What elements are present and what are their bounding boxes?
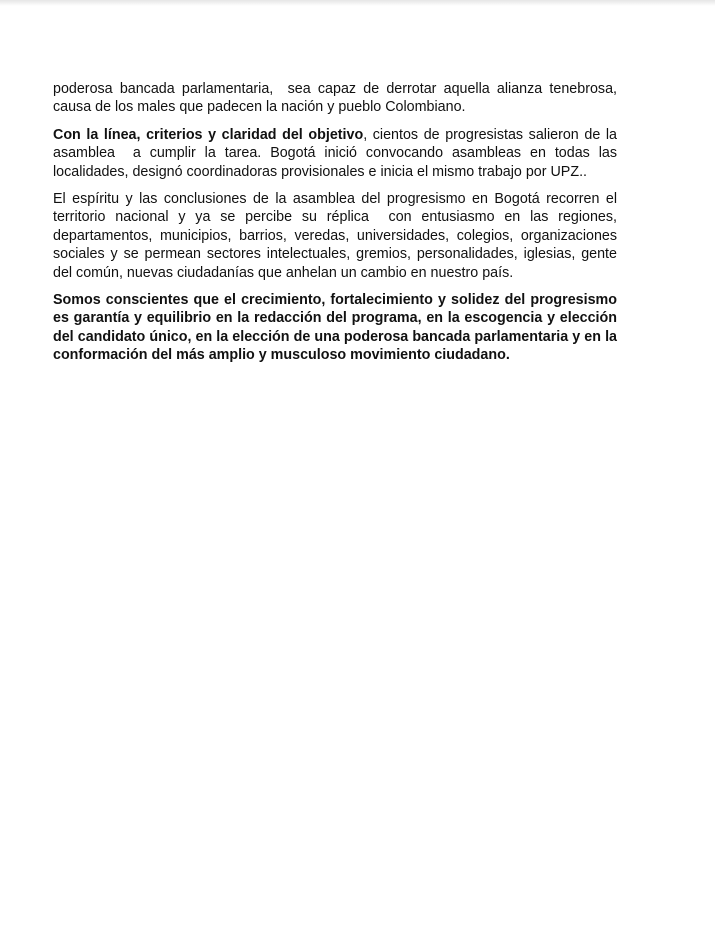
paragraph-2 bbox=[53, 126, 621, 181]
paragraph-1 bbox=[53, 80, 621, 117]
paragraph-2-bold-lead: Con la línea, criterios y claridad del objetivo bbox=[53, 126, 364, 143]
paragraph-4 bbox=[53, 291, 621, 365]
paragraph-3-text: El espíritu y las conclusiones de la asamblea del progresismo en Bogotá recorren el territorio nacional y ya se percibe su réplica con entusiasmo en las regiones, departamentos, municipios, barrios, veredas, universidades, colegios, organizaciones sociales y se permean sectores intelectuales, gremios, personalidades, iglesias, gente del común, nuevas ciudadanías que anhelan un cambio en nuestro país. bbox=[53, 191, 621, 281]
document-body bbox=[53, 80, 621, 374]
paragraph-2-text: , cientos de progresistas salieron de la asamblea a cumplir la tarea. Bogotá inició convocando asambleas en todas las localidades, designó coordinadoras provisionales e inicia el mismo trabajo por UPZ.. bbox=[53, 126, 621, 180]
paragraph-4-text: Somos conscientes que el crecimiento, fortalecimiento y solidez del progresismo es garantía y equilibrio en la redacción del programa, en la escogencia y elección del candidato único, en la elección de una poderosa bancada parlamentaria y en la conformación del más amplio y musculoso movimiento ciudadano. bbox=[53, 292, 621, 364]
page-top-edge bbox=[0, 0, 715, 6]
paragraph-3 bbox=[53, 190, 621, 282]
paragraph-1-text: poderosa bancada parlamentaria, sea capaz de derrotar aquella alianza tenebrosa, causa de los males que padecen la nación y pueblo Colombiano. bbox=[53, 81, 621, 116]
